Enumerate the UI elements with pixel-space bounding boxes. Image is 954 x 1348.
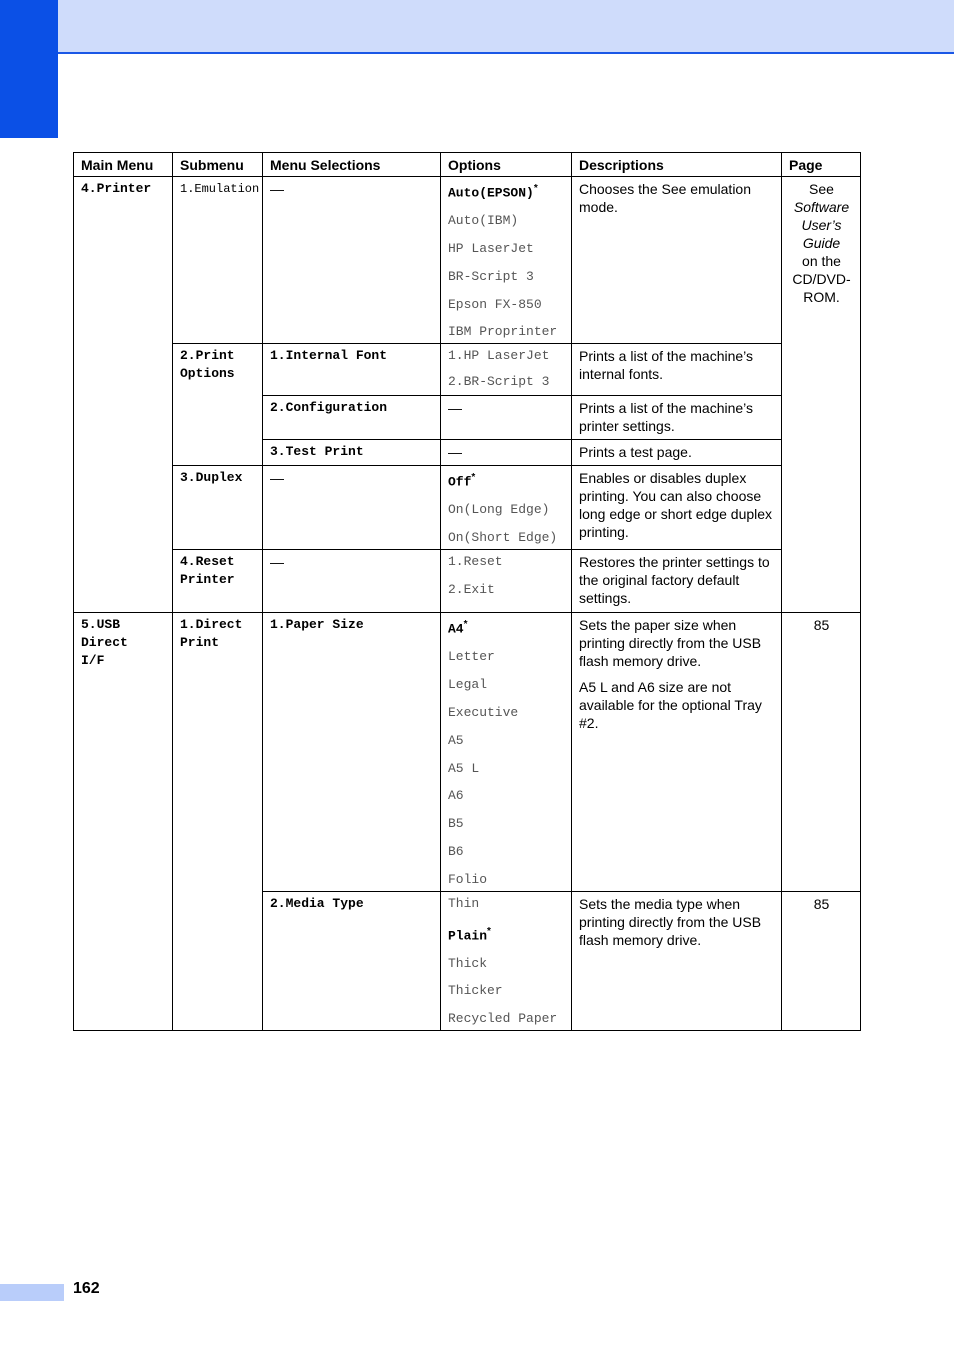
options-internal-font xyxy=(441,344,572,396)
page-media-type: 85 xyxy=(782,891,861,1031)
submenu-emulation: 1.Emulation xyxy=(173,177,263,344)
option-item: HP LaserJet xyxy=(448,240,534,256)
main-menu-usb-direct: 5.USB Direct I/F xyxy=(74,613,173,1031)
option-item: Thick xyxy=(448,955,488,971)
option-item: Legal xyxy=(448,677,488,693)
submenu-reset-printer: 4.Reset Printer xyxy=(173,550,263,613)
option-item: IBM Proprinter xyxy=(448,324,558,340)
options-duplex xyxy=(441,466,572,550)
table-row xyxy=(74,613,861,892)
option-item: Plain* xyxy=(448,925,491,943)
options-configuration: — xyxy=(441,396,572,440)
col-header-menu-selections: Menu Selections xyxy=(263,153,441,177)
option-item: A5 xyxy=(448,732,464,748)
option-item: B6 xyxy=(448,843,464,859)
option-item: 2.Exit xyxy=(448,582,495,598)
description-emulation: Chooses the See emulation mode. xyxy=(572,177,782,344)
submenu-direct-print: 1.Direct Print xyxy=(173,613,263,1031)
option-item: On(Long Edge) xyxy=(448,502,550,518)
description-paper-size: Sets the paper size when printing directly from the USB flash memory drive. A5 L and A6 size are not available for the optional Tray #2. xyxy=(572,613,782,892)
selection-paper-size: 1.Paper Size xyxy=(263,613,441,892)
option-item: Auto(IBM) xyxy=(448,213,519,229)
col-header-page: Page xyxy=(782,153,861,177)
selection-emulation: — xyxy=(263,177,441,344)
description-internal-font: Prints a list of the machine’s internal fonts. xyxy=(572,344,782,396)
selection-duplex: — xyxy=(263,466,441,550)
description-media-type: Sets the media type when printing directly from the USB flash memory drive. xyxy=(572,891,782,1031)
chapter-tab xyxy=(0,0,58,138)
options-media-type xyxy=(441,891,572,1031)
page-number: 162 xyxy=(73,1280,100,1297)
header-row xyxy=(74,153,861,177)
option-item: Folio xyxy=(448,871,488,887)
table-row xyxy=(74,550,861,613)
option-item: Off* xyxy=(448,472,476,490)
options-emulation xyxy=(441,177,572,344)
selection-media-type: 2.Media Type xyxy=(263,891,441,1031)
col-header-options: Options xyxy=(441,153,572,177)
option-item: On(Short Edge) xyxy=(448,530,558,546)
option-item: Auto(EPSON)* xyxy=(448,183,538,201)
option-item: 1.Reset xyxy=(448,554,503,570)
description-duplex: Enables or disables duplex printing. You can also choose long edge or short edge duplex printing. xyxy=(572,466,782,550)
table-row xyxy=(74,177,861,344)
page-see-software-guide: See Software User’s Guide on the CD/DVD- ROM. xyxy=(782,177,861,613)
options-reset-printer xyxy=(441,550,572,613)
footer-band xyxy=(0,1284,64,1301)
option-item: A4* xyxy=(448,619,468,637)
option-item: BR-Script 3 xyxy=(448,268,534,284)
table-row xyxy=(74,466,861,550)
options-test-print: — xyxy=(441,440,572,466)
description-configuration: Prints a list of the machine’s printer settings. xyxy=(572,396,782,440)
option-item: Executive xyxy=(448,704,519,720)
col-header-submenu: Submenu xyxy=(173,153,263,177)
submenu-duplex: 3.Duplex xyxy=(173,466,263,550)
option-item: Thicker xyxy=(448,983,503,999)
option-item: Thin xyxy=(448,895,480,911)
selection-test-print: 3.Test Print xyxy=(263,440,441,466)
header-band xyxy=(58,0,954,54)
col-header-descriptions: Descriptions xyxy=(572,153,782,177)
option-item: Recycled Paper xyxy=(448,1011,558,1027)
option-item: Epson FX-850 xyxy=(448,296,542,312)
col-header-main-menu: Main Menu xyxy=(74,153,173,177)
description-reset-printer: Restores the printer settings to the original factory default settings. xyxy=(572,550,782,613)
option-item: 1.HP LaserJet xyxy=(448,348,550,364)
option-item: A5 L xyxy=(448,760,480,776)
menu-table xyxy=(73,152,861,1031)
selection-internal-font: 1.Internal Font xyxy=(263,344,441,396)
option-item: 2.BR-Script 3 xyxy=(448,374,550,390)
main-menu-printer: 4.Printer xyxy=(74,177,173,613)
selection-configuration: 2.Configuration xyxy=(263,396,441,440)
selection-reset-printer: — xyxy=(263,550,441,613)
option-item: Letter xyxy=(448,649,495,665)
table-row xyxy=(74,344,861,396)
submenu-print-options: 2.Print Options xyxy=(173,344,263,466)
option-item: A6 xyxy=(448,788,464,804)
option-item: B5 xyxy=(448,816,464,832)
page-paper-size: 85 xyxy=(782,613,861,892)
description-test-print: Prints a test page. xyxy=(572,440,782,466)
options-paper-size xyxy=(441,613,572,892)
